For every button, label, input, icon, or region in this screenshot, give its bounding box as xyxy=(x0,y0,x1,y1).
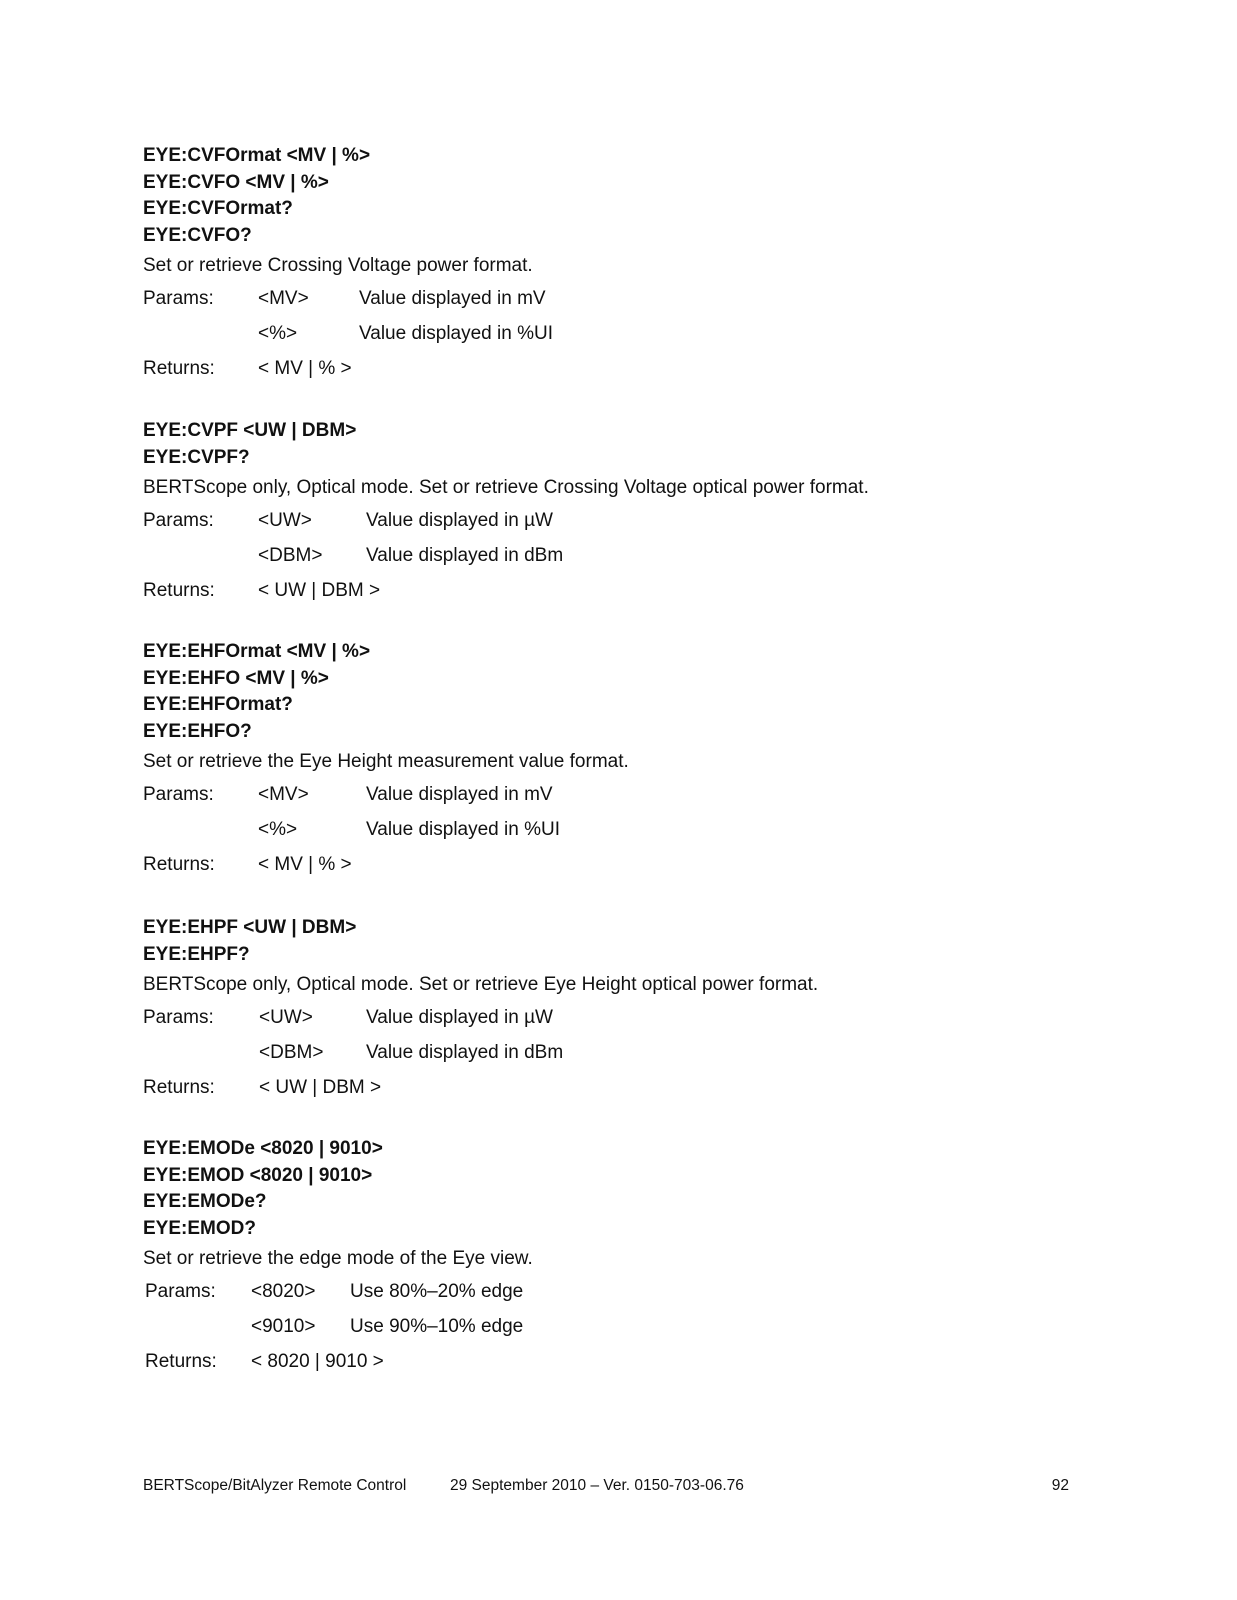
params-row xyxy=(143,281,1103,316)
command-description: Set or retrieve the Eye Height measurement value format. xyxy=(143,751,629,772)
command-syntax: EYE:EHFOrmat <MV | %> xyxy=(143,641,371,662)
returns-value: < UW | DBM > xyxy=(259,1076,382,1098)
param-meaning: Value displayed in %UI xyxy=(366,818,560,840)
command-syntax: EYE:CVFOrmat? xyxy=(143,198,293,219)
returns-label: Returns: xyxy=(143,579,215,601)
param-value: <9010> xyxy=(251,1315,316,1337)
command-description: Set or retrieve Crossing Voltage power format. xyxy=(143,255,533,276)
param-meaning: Value displayed in µW xyxy=(366,509,553,531)
params-label: Params: xyxy=(143,1006,214,1028)
section-emode xyxy=(143,1136,1103,1379)
params-row xyxy=(143,812,1103,847)
section-ehpf xyxy=(143,915,1103,1105)
returns-label: Returns: xyxy=(145,1350,217,1372)
returns-value: < MV | % > xyxy=(258,357,352,379)
param-value: <8020> xyxy=(251,1280,316,1302)
params-label: Params: xyxy=(143,509,214,531)
command-syntax: EYE:CVPF <UW | DBM> xyxy=(143,420,357,441)
params-row xyxy=(143,1309,1103,1344)
returns-label: Returns: xyxy=(143,853,215,875)
param-meaning: Value displayed in dBm xyxy=(366,544,564,566)
section-cvformat xyxy=(143,143,1103,386)
command-syntax: EYE:CVFOrmat <MV | %> xyxy=(143,145,371,166)
params-row xyxy=(143,538,1103,573)
params-row xyxy=(143,1000,1103,1035)
command-description: Set or retrieve the edge mode of the Eye view. xyxy=(143,1248,533,1269)
param-value: <UW> xyxy=(258,509,312,531)
command-syntax: EYE:EMOD? xyxy=(143,1217,256,1239)
param-meaning: Use 90%–10% edge xyxy=(350,1315,524,1337)
command-syntax: EYE:EMODe <8020 | 9010> xyxy=(143,1138,383,1159)
command-syntax: EYE:EHFOrmat? xyxy=(143,694,293,715)
returns-row xyxy=(143,351,1103,386)
params-row xyxy=(143,1274,1103,1309)
returns-row xyxy=(143,1070,1103,1105)
returns-label: Returns: xyxy=(143,357,215,379)
params-label: Params: xyxy=(143,287,214,309)
command-description: BERTScope only, Optical mode. Set or retrieve Eye Height optical power format. xyxy=(143,974,819,995)
param-value: <DBM> xyxy=(258,544,323,566)
params-row xyxy=(143,777,1103,812)
returns-row xyxy=(143,573,1103,608)
footer-doc-title: BERTScope/BitAlyzer Remote Control xyxy=(143,1477,407,1494)
param-value: <%> xyxy=(258,322,298,344)
command-description: BERTScope only, Optical mode. Set or retrieve Crossing Voltage optical power format. xyxy=(143,477,869,498)
command-syntax: EYE:EHPF? xyxy=(143,943,250,965)
param-value: <MV> xyxy=(258,287,309,309)
section-cvpf xyxy=(143,418,1103,608)
returns-value: < UW | DBM > xyxy=(258,579,381,601)
command-syntax: EYE:EHFO? xyxy=(143,720,252,742)
returns-value: < MV | % > xyxy=(258,853,352,875)
params-row xyxy=(143,503,1103,538)
footer-page-number: 92 xyxy=(1051,1477,1069,1494)
param-meaning: Value displayed in %UI xyxy=(359,322,553,344)
param-value: <MV> xyxy=(258,783,309,805)
command-syntax: EYE:EHPF <UW | DBM> xyxy=(143,917,357,938)
section-ehformat xyxy=(143,639,1103,882)
returns-row xyxy=(143,1344,1103,1379)
returns-label: Returns: xyxy=(143,1076,215,1098)
params-row xyxy=(143,316,1103,351)
command-syntax: EYE:CVPF? xyxy=(143,446,250,468)
footer-date-version: 29 September 2010 – Ver. 0150-703-06.76 xyxy=(450,1477,744,1494)
param-value: <DBM> xyxy=(259,1041,324,1063)
page-footer xyxy=(143,1475,1069,1497)
param-meaning: Value displayed in mV xyxy=(366,783,553,805)
command-syntax: EYE:EMODe? xyxy=(143,1191,267,1212)
command-syntax: EYE:EMOD <8020 | 9010> xyxy=(143,1164,373,1186)
params-row xyxy=(143,1035,1103,1070)
command-syntax: EYE:CVFO <MV | %> xyxy=(143,171,329,193)
param-meaning: Value displayed in µW xyxy=(366,1006,553,1028)
param-meaning: Value displayed in mV xyxy=(359,287,546,309)
param-value: <UW> xyxy=(259,1006,313,1028)
command-syntax: EYE:CVFO? xyxy=(143,224,252,246)
command-syntax: EYE:EHFO <MV | %> xyxy=(143,667,329,689)
params-label: Params: xyxy=(145,1280,216,1302)
returns-row xyxy=(143,847,1103,882)
returns-value: < 8020 | 9010 > xyxy=(251,1350,384,1372)
param-meaning: Value displayed in dBm xyxy=(366,1041,564,1063)
param-value: <%> xyxy=(258,818,298,840)
params-label: Params: xyxy=(143,783,214,805)
param-meaning: Use 80%–20% edge xyxy=(350,1280,524,1302)
